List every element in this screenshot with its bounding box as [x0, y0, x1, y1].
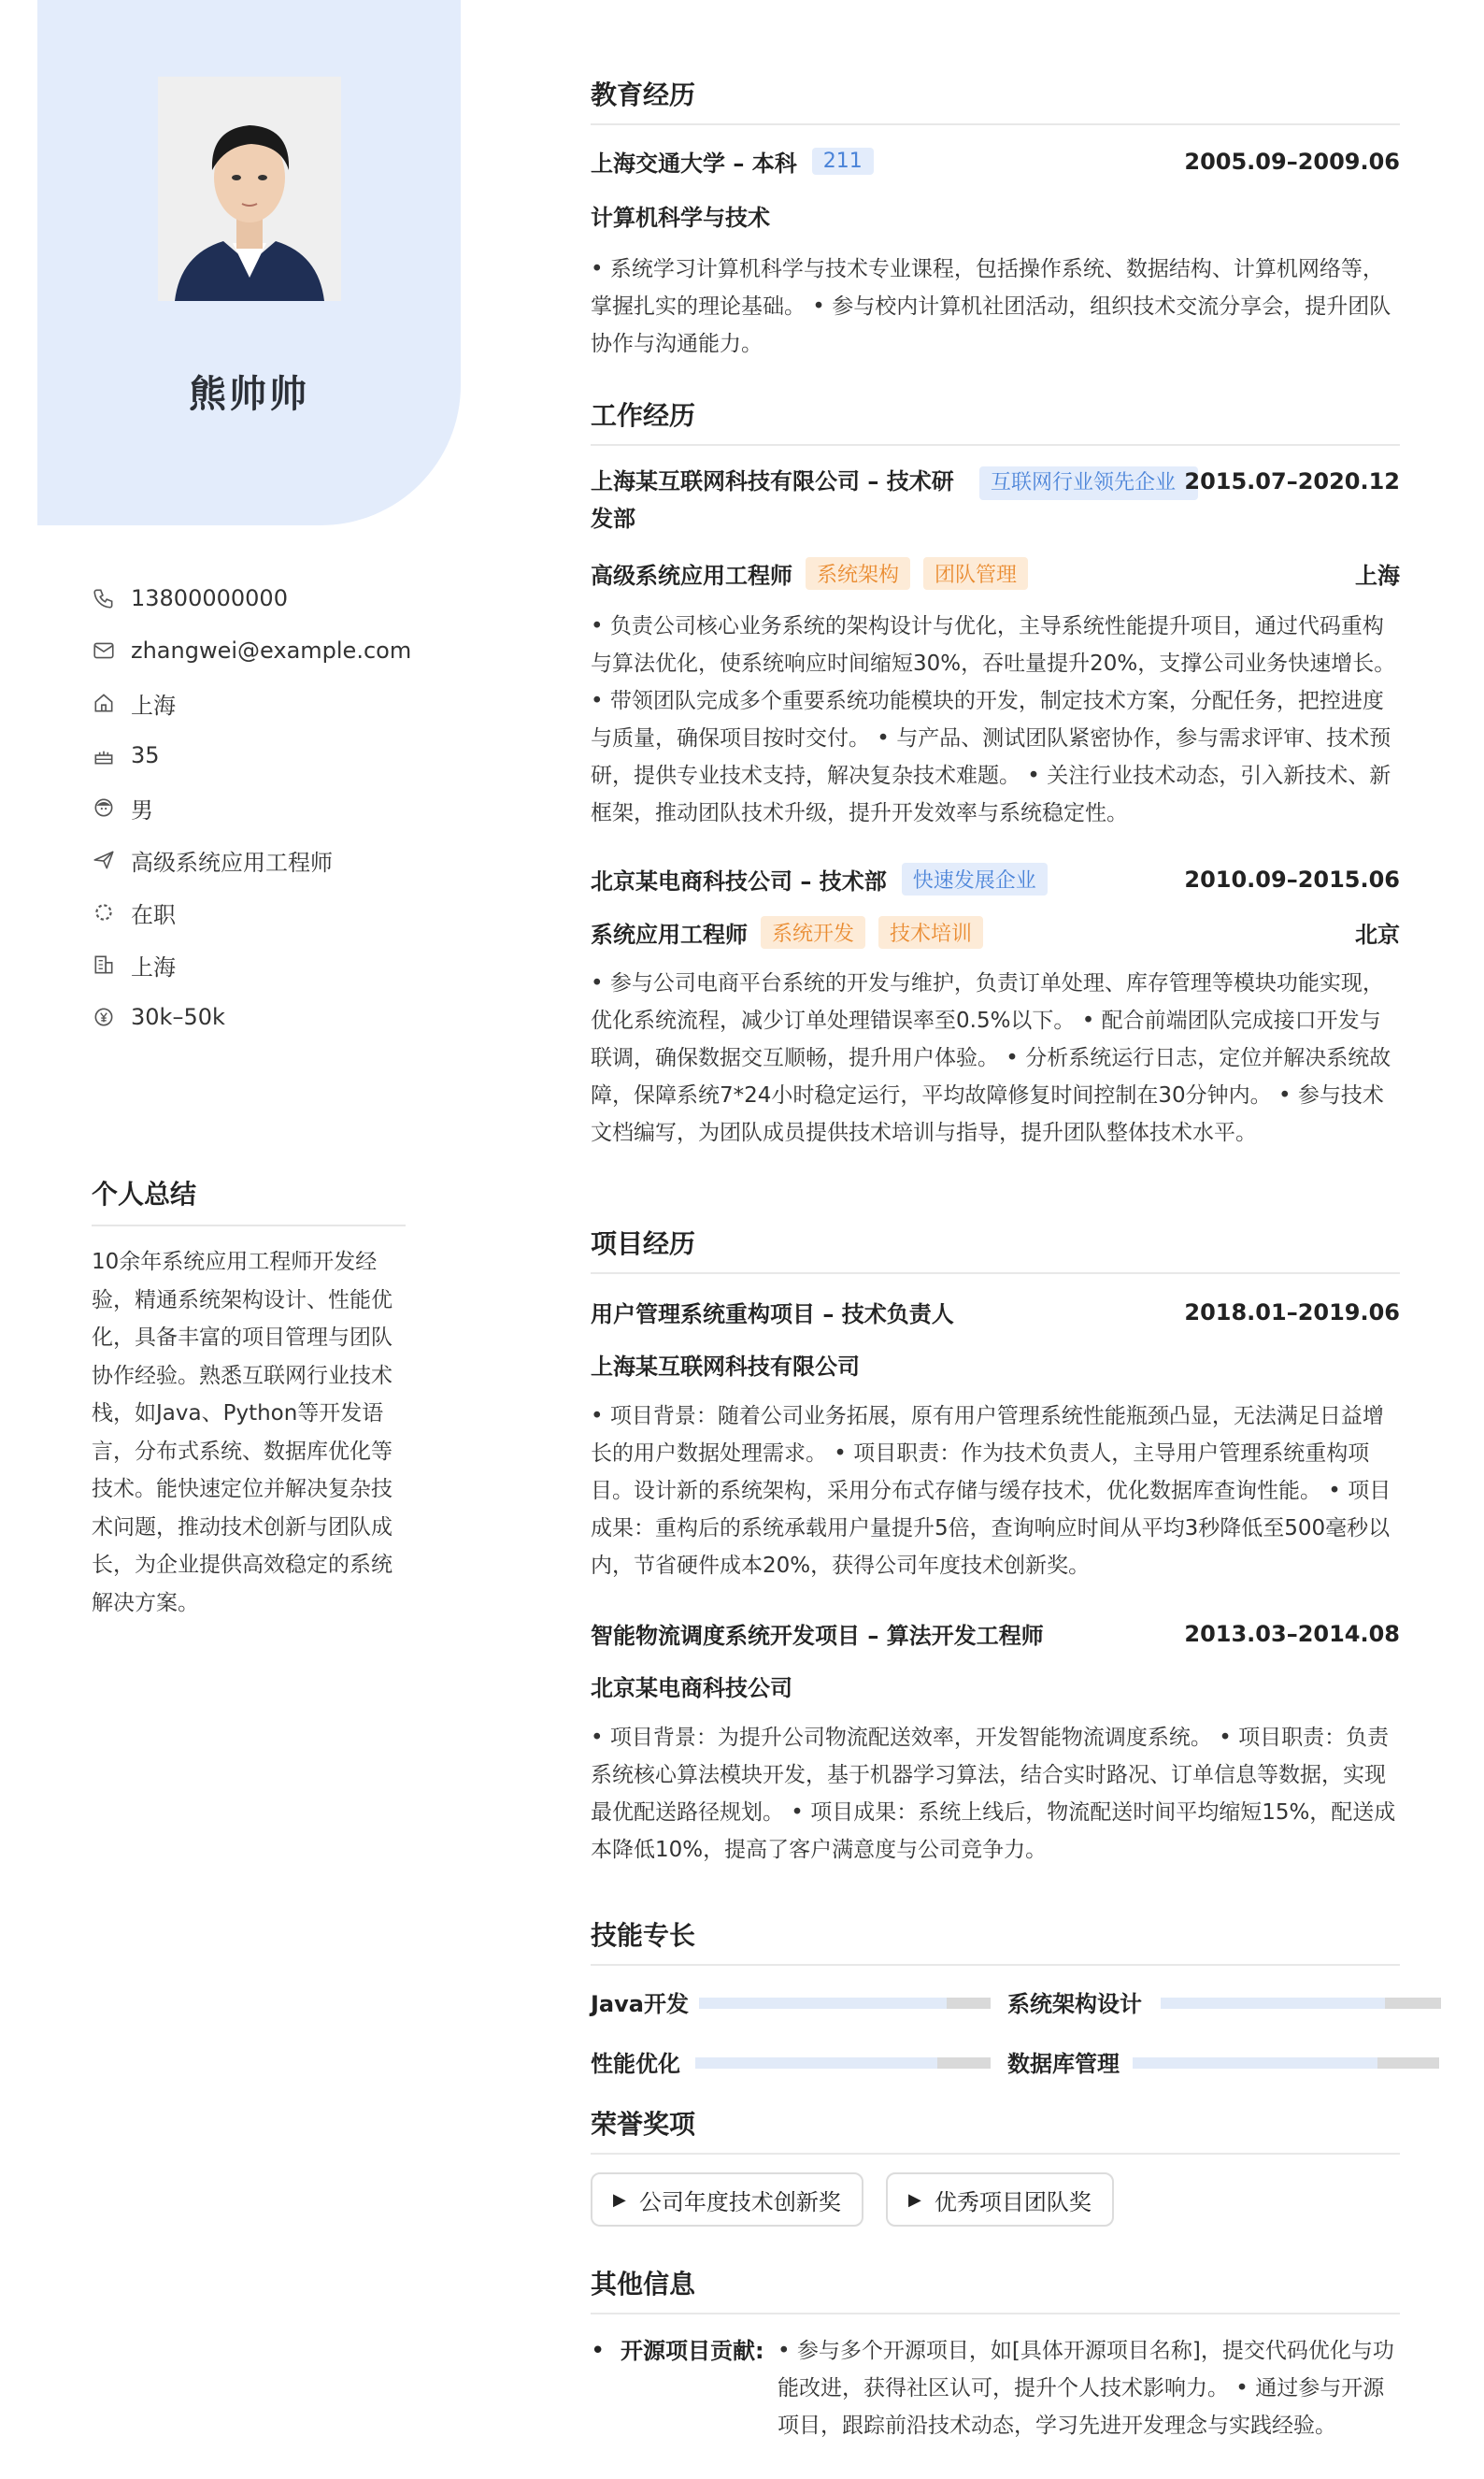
other-section [591, 2264, 1400, 2314]
projects-section [591, 1224, 1400, 1274]
skill-name: 性能优化 [591, 2051, 680, 2077]
job-date: 2010.09–2015.06 [1184, 866, 1400, 893]
skill-name: 系统架构设计 [1007, 1991, 1142, 2017]
send-icon [92, 848, 116, 872]
age-value: 35 [131, 742, 160, 768]
job-company: 北京某电商科技公司 – 技术部 [591, 868, 887, 895]
project-desc: • 项目背景：为提升公司物流配送效率，开发智能物流调度系统。 • 项目职责：负责系统核心算法模块开发，基于机器学习算法，结合实时路况、订单信息等数据，实现最优配送路径规划。 • 项目成果：系统上线后，物流配送时间平均缩短15%，配送成本降低10%，提高了客户满意度与公司竞争力。 [591, 1726, 1396, 1862]
candidate-name: 熊帅帅 [189, 373, 309, 416]
expected-city-value: 上海 [131, 953, 176, 981]
job-title-row [591, 557, 1400, 590]
job-header-row [591, 463, 1400, 537]
education-heading: 教育经历 [591, 75, 1400, 125]
job-header-row [591, 863, 1400, 896]
education-school: 上海交通大学 – 本科 [591, 150, 797, 177]
home-icon [92, 691, 116, 715]
building-icon [92, 953, 116, 977]
other-text: • 参与多个开源项目，如[具体开源项目名称]，提交代码优化与功能改进，获得社区认可，提升个人技术影响力。 • 通过参与开源项目，跟踪前沿技术动态，学习先进开发理念与实践经验。 [778, 2339, 1394, 2438]
summary-text: 10余年系统应用工程师开发经验，精通系统架构设计、性能优化，具备丰富的项目管理与团队协作经验。熟悉互联网行业技术栈，如Java、Python等开发语言，分布式系统、数据库优化等技术。能快速定位并解决复杂技术问题，推动技术创新与团队成长，为企业提供高效稳定的系统解决方案。 [92, 1250, 392, 1615]
education-section [591, 75, 1400, 125]
job-skill-tag: 系统架构 [806, 557, 910, 590]
bullet-icon: • [591, 2337, 606, 2365]
email-value: zhangwei@example.com [131, 638, 412, 664]
skill-bar-fill [1133, 2057, 1377, 2069]
job-skill-tag: 系统开发 [761, 916, 865, 949]
job-tag: 快速发展企业 [902, 863, 1048, 896]
job-date: 2015.07–2020.12 [1184, 468, 1400, 494]
phone-value: 13800000000 [131, 585, 288, 611]
job-desc: • 负责公司核心业务系统的架构设计与优化，主导系统性能提升项目，通过代码重构与算法优化，使系统响应时间缩短30%，吞吐量提升20%，支撑公司业务快速增长。 • 带领团队完成多个重要系统功能模块的开发，制定技术方案，分配任务，把控进度与质量，确保项目按时交付。 • 与产品、测试团队紧密协作，参与需求评审、技术预研，提供专业技术支持，解决复杂技术难题。 • 关注行业技术动态，引入新技术、新框架，推动团队技术升级，提升开发效率与系统稳定性。 [591, 614, 1396, 825]
awards-heading: 荣誉奖项 [591, 2104, 1400, 2155]
project-name: 用户管理系统重构项目 – 技术负责人 [591, 1301, 954, 1327]
education-major: 计算机科学与技术 [591, 205, 770, 231]
project-date: 2018.01–2019.06 [1184, 1298, 1400, 1325]
info-expected-city [92, 939, 411, 991]
job-tag: 互联网行业领先企业 [979, 466, 1198, 500]
skill-name: Java开发 [591, 1991, 689, 2017]
skill-bar [1161, 1998, 1441, 2009]
info-gender [92, 781, 411, 834]
project-desc: • 项目背景：随着公司业务拓展，原有用户管理系统性能瓶颈凸显，无法满足日益增长的用户数据处理需求。 • 项目职责：作为技术负责人，主导用户管理系统重构项目。设计新的系统架构，采用分布式存储与缓存技术，优化数据库查询性能。 • 项目成果：重构后的系统承载用户量提升5倍，查询响应时间从平均3秒降低至500毫秒以内，节省硬件成本20%，获得公司年度技术创新奖。 [591, 1404, 1391, 1578]
summary-heading: 个人总结 [92, 1174, 406, 1226]
avatar-portrait-icon [158, 77, 341, 301]
other-item [591, 2332, 1400, 2444]
other-label: 开源项目贡献: [621, 2338, 764, 2364]
play-triangle-icon: ▶ [908, 2189, 921, 2210]
position-value: 高级系统应用工程师 [131, 849, 333, 876]
skill-name: 数据库管理 [1007, 2051, 1120, 2077]
phone-icon [92, 586, 116, 610]
contact-info-list [92, 572, 411, 1043]
projects-heading: 项目经历 [591, 1224, 1400, 1274]
skill-bar-fill [1161, 1998, 1385, 2009]
award-label: 优秀项目团队奖 [934, 2188, 1092, 2215]
job-desc: • 参与公司电商平台系统的开发与维护，负责订单处理、库存管理等模块功能实现，优化系统流程，减少订单处理错误率至0.5%以下。 • 配合前端团队完成接口开发与联调，确保数据交互顺畅，提升用户体验。 • 分析系统运行日志，定位并解决系统故障，保障系统7*24小时稳定运行，平均故障修复时间控制在30分钟内。 • 参与技术文档编写，为团队成员提供技术培训与指导，提升团队整体技术水平。 [591, 971, 1391, 1145]
awards-list [591, 2172, 1400, 2228]
yen-coin-icon [92, 1005, 116, 1029]
status-value: 在职 [131, 901, 176, 928]
info-position [92, 834, 411, 886]
skill-bar-fill [699, 1998, 947, 2009]
salary-value: 30k–50k [131, 1004, 225, 1030]
job-title-row [591, 916, 1400, 949]
education-major-row [591, 199, 1400, 232]
info-email [92, 624, 411, 677]
education-header-row [591, 145, 1400, 178]
job-title: 系统应用工程师 [591, 922, 748, 948]
info-location [92, 677, 411, 729]
cake-icon [92, 743, 116, 767]
info-phone [92, 572, 411, 624]
info-salary [92, 991, 411, 1043]
project-date: 2013.03–2014.08 [1184, 1620, 1400, 1647]
status-loader-icon [92, 900, 116, 924]
info-age [92, 729, 411, 781]
education-tag: 211 [812, 148, 874, 175]
play-triangle-icon: ▶ [613, 2189, 626, 2210]
skill-bar [699, 1998, 991, 2009]
project-company-row [591, 1348, 1400, 1381]
project-header-row [591, 1296, 1400, 1328]
mail-icon [92, 638, 116, 663]
project-company-row [591, 1669, 1400, 1702]
job-city: 北京 [1355, 922, 1400, 948]
project-company: 上海某互联网科技有限公司 [591, 1354, 860, 1380]
award-label: 公司年度技术创新奖 [638, 2188, 841, 2215]
job-city: 上海 [1355, 563, 1400, 589]
work-section [591, 395, 1400, 446]
other-heading: 其他信息 [591, 2264, 1400, 2314]
award-badge[interactable] [886, 2172, 1114, 2227]
skills-heading: 技能专长 [591, 1915, 1400, 1966]
skills-section [591, 1915, 1400, 1966]
avatar [158, 77, 341, 301]
job-skill-tag: 技术培训 [878, 916, 983, 949]
job-company: 上海某互联网科技有限公司 – 技术研发部 [591, 468, 954, 532]
info-status [92, 886, 411, 939]
job-skill-tag: 团队管理 [923, 557, 1028, 590]
gender-value: 男 [131, 796, 153, 824]
education-desc: • 系统学习计算机科学与技术专业课程，包括操作系统、数据结构、计算机网络等，掌握扎实的理论基础。 • 参与校内计算机社团活动，组织技术交流分享会，提升团队协作与沟通能力。 [591, 257, 1391, 356]
job-title: 高级系统应用工程师 [591, 563, 792, 589]
person-face-icon [92, 795, 116, 820]
project-company: 北京某电商科技公司 [591, 1675, 792, 1701]
skill-bar [1133, 2057, 1439, 2069]
awards-section [591, 2104, 1400, 2155]
award-badge[interactable] [591, 2172, 863, 2227]
skill-bar [695, 2057, 991, 2069]
project-name: 智能物流调度系统开发项目 – 算法开发工程师 [591, 1623, 1044, 1649]
location-value: 上海 [131, 692, 176, 719]
education-date: 2005.09–2009.06 [1184, 148, 1400, 175]
project-header-row [591, 1617, 1400, 1650]
skill-bar-fill [695, 2057, 937, 2069]
work-heading: 工作经历 [591, 395, 1400, 446]
